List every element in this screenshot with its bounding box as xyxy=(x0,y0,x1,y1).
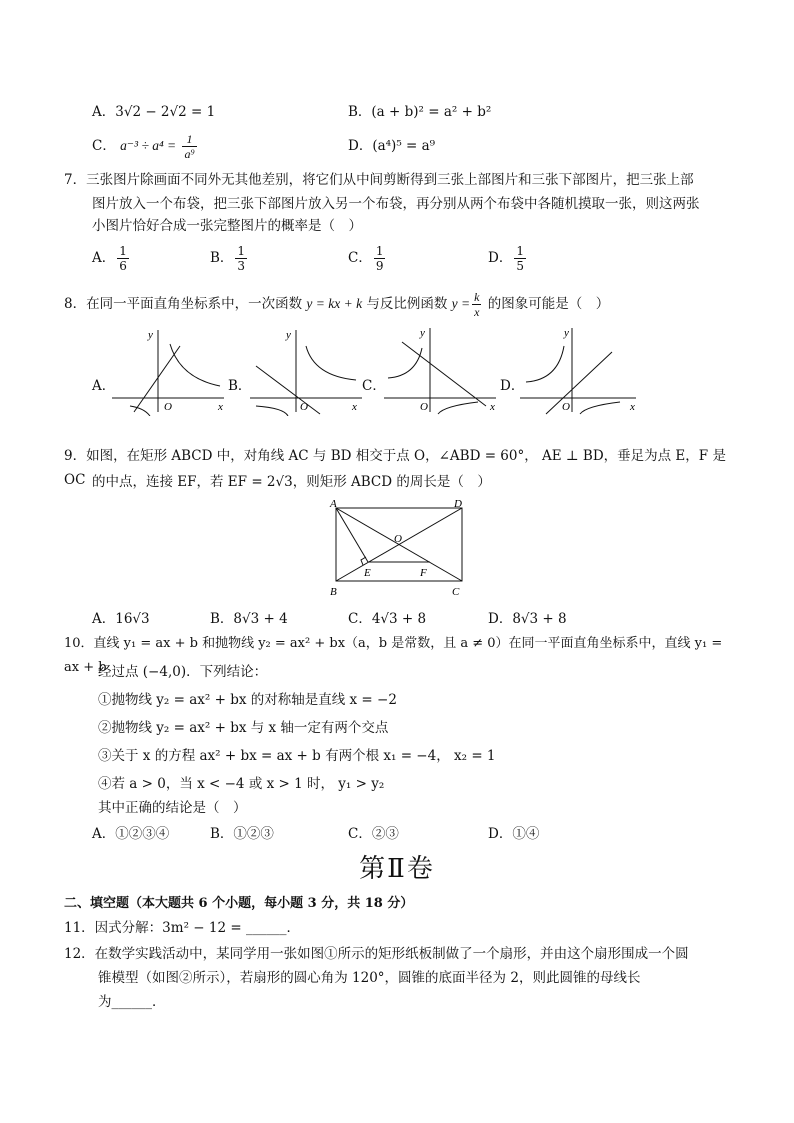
q8-graph-a-label: A． xyxy=(92,378,116,394)
q8-graph-d-label: D． xyxy=(500,378,525,394)
q7-option-a-label: A． xyxy=(92,250,116,266)
hyperbola-branch-2 xyxy=(438,402,478,414)
vertex-a: A xyxy=(330,498,337,510)
q6-option-c xyxy=(92,132,199,161)
q6-option-d: D．(a⁴)⁵ = a⁹ xyxy=(348,138,436,154)
q8-graph-c xyxy=(380,326,500,416)
q6-option-a: A．3√2 − 2√2 = 1 xyxy=(92,104,216,120)
q8-stem-pre: 8．在同一平面直角坐标系中，一次函数 xyxy=(64,296,303,312)
q6-option-c-fraction xyxy=(182,132,196,161)
q7-option-b-den: 3 xyxy=(237,259,246,273)
q8-inverse-num: k xyxy=(474,290,480,304)
y-label: y xyxy=(420,327,425,339)
q9-option-d: D．8√3 + 8 xyxy=(488,611,567,627)
line-graph xyxy=(402,342,486,406)
q7-line-3: 小图片恰好合成一张完整图片的概率是（ ） xyxy=(92,218,362,234)
q7-option-a xyxy=(92,244,131,273)
section-fill-in-heading: 二、填空题（本大题共 6 个小题，每小题 3 分，共 18 分） xyxy=(64,896,414,911)
q10-conclusion-3: ③关于 x 的方程 ax² + bx = ax + b 有两个根 x₁ = −4， x₂ = 1 xyxy=(98,748,496,764)
q9-option-a: A．16√3 xyxy=(92,611,150,627)
q8-graph-a xyxy=(108,326,228,416)
q10-conclusion-4: ④若 a > 0，当 x < −4 或 x > 1 时， y₁ > y₂ xyxy=(98,776,385,792)
q7-option-d xyxy=(488,244,528,273)
q10-option-b: B．①②③ xyxy=(210,826,274,842)
q7-option-b xyxy=(210,244,249,273)
q12-line-2: 锥模型（如图②所示），若扇形的圆心角为 120°，圆锥的底面半径为 2，则此圆锥的母线长 xyxy=(98,970,641,986)
q8-stem-post: 的图象可能是（ ） xyxy=(487,296,610,312)
vertex-c: C xyxy=(452,586,460,598)
q8-graph-c-label: C． xyxy=(362,378,386,394)
q10-conclusion-2: ②抛物线 y₂ = ax² + bx 与 x 轴一定有两个交点 xyxy=(98,720,389,736)
q7-option-c-fraction xyxy=(374,244,386,273)
q7-option-b-fraction xyxy=(235,244,247,273)
q9-rectangle-figure xyxy=(326,496,472,600)
q11: 11．因式分解：3m² − 12 = ______． xyxy=(64,920,300,936)
q6-option-b: B．(a + b)² = a² + b² xyxy=(348,104,492,120)
q7-option-b-num: 1 xyxy=(237,244,246,258)
q12-line-1: 12．在数学实践活动中，某同学用一张如图①所示的矩形纸板制做了一个扇形，并由这个扇形围成一个圆 xyxy=(64,946,689,962)
q7-option-d-fraction xyxy=(514,244,526,273)
q7-option-c-num: 1 xyxy=(375,244,384,258)
q10-conclusion-1: ①抛物线 y₂ = ax² + bx 的对称轴是直线 x = −2 xyxy=(98,692,397,708)
q7-option-d-label: D． xyxy=(488,250,513,266)
q8-graph-b-label: B． xyxy=(228,378,252,394)
q9-option-b: B．8√3 + 4 xyxy=(210,611,288,627)
q7-option-c xyxy=(348,244,387,273)
q7-option-a-den: 6 xyxy=(119,259,127,273)
point-o: O xyxy=(394,533,402,545)
q8-graph-d xyxy=(516,326,640,416)
q8-linear-function: y = kx + k xyxy=(306,296,363,311)
hyperbola-branch-1 xyxy=(306,346,356,380)
vertex-b: B xyxy=(330,586,337,598)
q7-option-d-den: 5 xyxy=(516,259,524,273)
q7-option-c-label: C． xyxy=(348,250,372,266)
hyperbola-branch-2 xyxy=(256,406,288,416)
origin-label: O xyxy=(562,401,570,413)
q7-option-c-den: 9 xyxy=(375,259,384,273)
q7-option-b-label: B． xyxy=(210,250,234,266)
origin-label: O xyxy=(420,401,428,413)
q6-option-c-label: C． xyxy=(92,138,116,154)
hyperbola-branch-2 xyxy=(130,406,150,416)
origin-label: O xyxy=(164,401,172,413)
x-label: x xyxy=(490,401,495,413)
part-2-title: 第Ⅱ卷 xyxy=(359,854,435,884)
point-f: F xyxy=(420,567,427,579)
q9-line-1: 9．如图，在矩形 ABCD 中，对角线 AC 与 BD 相交于点 O，∠ABD = 60°， AE ⊥ BD，垂足为点 E，F 是 OC xyxy=(64,448,726,488)
point-e: E xyxy=(364,567,371,579)
q8-inverse-fraction xyxy=(472,290,481,319)
q9-option-c: C．4√3 + 8 xyxy=(348,611,427,627)
origin-label: O xyxy=(300,401,308,413)
q8-stem xyxy=(64,290,734,319)
y-label: y xyxy=(286,329,291,341)
q10-line-1: 10．直线 y₁ = ax + b 和抛物线 y₂ = ax² + bx（a，b 是常数，且 a ≠ 0）在同一平面直角坐标系中，直线 y₁ = ax + b xyxy=(64,636,723,675)
y-label: y xyxy=(564,327,569,339)
y-label: y xyxy=(148,329,153,341)
q6-option-c-math: a⁻³ ÷ a⁴ = xyxy=(120,138,177,153)
q10-option-d: D．①④ xyxy=(488,826,540,842)
vertex-d: D xyxy=(454,498,462,510)
q8-graph-b xyxy=(246,326,366,416)
q10-option-c: C．②③ xyxy=(348,826,399,842)
q8-stem-mid: 与反比例函数 xyxy=(366,296,448,312)
q10-question: 其中正确的结论是（ ） xyxy=(98,800,247,816)
q9-line-2: 的中点，连接 EF，若 EF = 2√3，则矩形 ABCD 的周长是（ ） xyxy=(92,474,491,490)
line-graph xyxy=(134,346,180,412)
hyperbola-branch-1 xyxy=(526,346,564,382)
q7-option-d-num: 1 xyxy=(516,244,524,258)
q7-line-1: 7．三张图片除画面不同外无其他差别，将它们从中间剪断得到三张上部图片和三张下部图片，把三张上部 xyxy=(64,172,694,188)
q6-option-c-num: 1 xyxy=(182,132,196,147)
x-label: x xyxy=(352,401,357,413)
x-label: x xyxy=(630,401,635,413)
hyperbola-branch-1 xyxy=(388,348,422,378)
q8-inverse-den: x xyxy=(474,305,480,319)
hyperbola-branch-2 xyxy=(580,402,620,414)
x-label: x xyxy=(218,401,223,413)
segment-ae xyxy=(336,508,368,562)
q7-line-2: 图片放入一个布袋，把三张下部图片放入另一个布袋，再分别从两个布袋中各随机摸取一张，则这两张 xyxy=(92,196,700,212)
q12-line-3: 为______． xyxy=(98,994,166,1010)
q8-inverse-prefix: y = xyxy=(451,296,471,311)
q10-line-2: 经过点 (−4,0)．下列结论： xyxy=(98,664,268,680)
q7-option-a-fraction xyxy=(117,244,129,273)
q10-option-a: A．①②③④ xyxy=(92,826,170,842)
q6-option-c-den: a⁹ xyxy=(184,147,195,161)
q7-option-a-num: 1 xyxy=(119,244,127,258)
